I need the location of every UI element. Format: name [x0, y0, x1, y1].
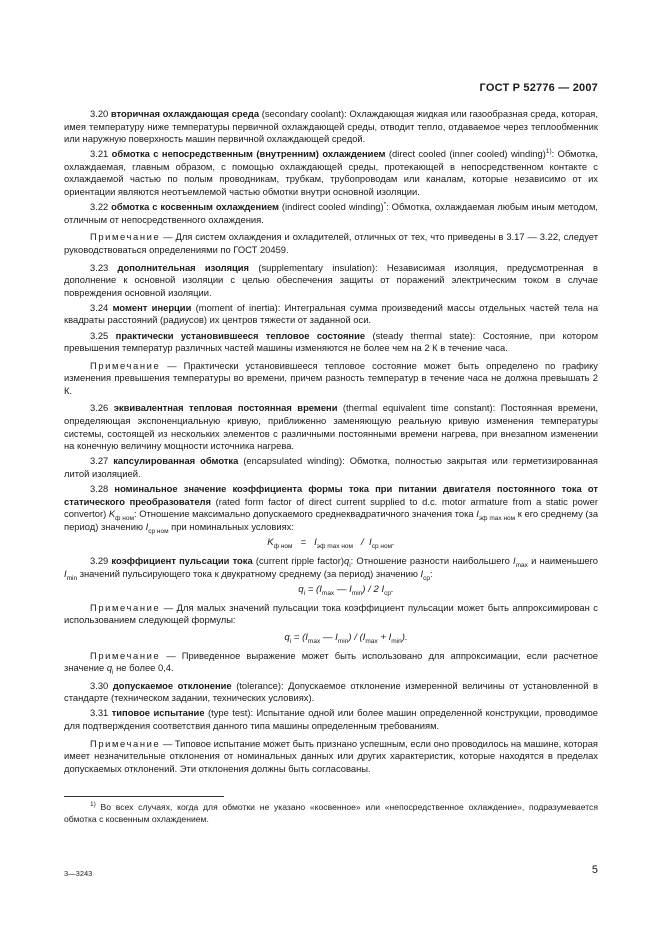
definition: при номинальных условиях: — [171, 520, 294, 532]
symbol: K — [108, 508, 116, 520]
term-english: (thermal equivalent time constant): — [342, 402, 496, 414]
footnote-text: Во всех случаях, когда для обмотки не указано «косвенное» или «непосредственное охлаждение», подразумевается обмотка с косвенным охлаждением. — [64, 802, 598, 824]
formula-subscript: i — [289, 637, 292, 645]
formula-symbol: q — [298, 584, 304, 596]
note-label: Примечание — [90, 649, 161, 661]
symbol-subscript: i — [112, 669, 114, 677]
formula-symbol: I — [314, 537, 317, 549]
formula-wrap — [284, 632, 407, 645]
clause-3-25 — [64, 330, 598, 355]
formula-subscript: эф max ном — [316, 543, 354, 551]
formula-symbol: I — [381, 584, 385, 596]
formula-ripple-approx — [64, 632, 598, 645]
note-text: — Типовое испытание может быть признано успешным, если оно проводилось на машине, которая имеет незначительные отклонения от номинальных данных или других характеристик, которые находятся в пределах допускаемых отклонений. Эти отклонения должны быть согласованы. — [64, 737, 598, 774]
term: эквивалентная тепловая постоянная времени — [113, 402, 338, 414]
formula-symbol: I — [349, 584, 352, 596]
formula-punct: . — [391, 584, 394, 596]
formula-subscript: ф ном — [273, 543, 293, 551]
clause-number: 3.24 — [90, 301, 109, 313]
formula-wrap — [298, 584, 393, 597]
formula-subscript: i — [303, 590, 306, 598]
footnote-mark: 1) — [90, 801, 96, 809]
note-label: Примечание — [90, 231, 161, 243]
formula-subscript: min — [351, 590, 363, 598]
term: допускаемое отклонение — [112, 679, 232, 691]
term: момент инерции — [112, 301, 192, 313]
term: коэффициент пульсации тока — [111, 555, 253, 566]
note-text: не более 0,4. — [116, 662, 174, 674]
formula-form-factor — [64, 537, 598, 550]
definition: значений пульсирующего тока к двукратному среднему (за период) значению — [79, 567, 418, 579]
note-small-ripple — [64, 602, 598, 627]
formula-punct: . — [392, 537, 395, 549]
definition: Охлаждающая жидкая или газообразная среда, которая, имея температуру ниже температуры первичной охлаждающей среды, отводит тепло, отдаваемое через теплообменник или наружную поверхность машин первичной охлаждающей средой. — [64, 108, 598, 145]
symbol: I — [476, 508, 479, 520]
term-english: (indirect cooled winding) — [281, 201, 384, 213]
clause-number: 3.27 — [90, 455, 109, 467]
term-english: (secondary coolant): — [261, 108, 347, 119]
clause-3-20 — [64, 108, 598, 146]
formula-subscript: ср ном — [371, 543, 393, 551]
formula-symbol: I — [319, 584, 322, 596]
note-approximation — [64, 650, 598, 675]
term: дополнительная изоляция — [117, 261, 250, 273]
formula-operator: = ( — [305, 584, 320, 596]
clause-number: 3.30 — [90, 679, 109, 691]
term: практически установившееся тепловое состояние — [115, 329, 366, 341]
formula-ripple-factor — [64, 584, 598, 597]
clause-3-22 — [64, 201, 598, 226]
note-text: — Приведенное выражение может быть использовано для аппроксимации, если расчетное значение — [64, 649, 598, 674]
definition: : Обмотка, охлаждаемая, главным образом, с помощью охлаждающей среды, протекающей в непосредственном контакте с охлаждаемой частью по полым проводникам, трубкам, трубопроводам или каналам, которые независимо от их ориентации являются неотъемлемой частью обмотки внутри основной изоляции. — [64, 148, 599, 198]
note-text: — Практически установившееся тепловое состояние может быть определено по графику изменения превышения температуры во времени, причем разность температур в течение часа не должна превышать 2 К. — [64, 359, 598, 396]
clause-3-29 — [64, 555, 598, 580]
term: капсулированная обмотка — [113, 455, 239, 467]
formula-subscript: max — [307, 637, 321, 645]
symbol-subscript: max — [515, 561, 528, 569]
symbol-subscript: i — [349, 561, 351, 569]
definition: и наименьшего — [531, 555, 599, 566]
symbol: I — [420, 567, 424, 579]
term-english: (steady thermal state): — [372, 329, 476, 341]
formula-operator: — — [334, 584, 350, 596]
clause-number: 3.25 — [90, 329, 109, 341]
term-english: (tolerance): — [236, 679, 284, 691]
note-steady-state — [64, 360, 598, 398]
definition: : Отношение разности наибольшего — [350, 555, 510, 566]
symbol: q — [343, 555, 350, 566]
note-cooling-systems — [64, 231, 598, 256]
term: вторичная охлаждающая среда — [110, 108, 260, 119]
term-english: (encapsulated winding): — [243, 455, 345, 467]
definition: Интегральная сумма произведений массы отдельных частей тела на квадраты расстояний (радиусов) их центров тяжести от заданной оси. — [64, 301, 599, 326]
term-english: (supplementary insulation): — [258, 261, 378, 273]
clause-3-26 — [64, 402, 598, 452]
clause-number: 3.21 — [90, 148, 109, 160]
formula-symbol: q — [284, 631, 290, 643]
definition: : Отношение максимально допускаемого среднеквадратичного значения тока — [133, 508, 474, 520]
clause-number: 3.31 — [90, 707, 109, 719]
formula-operator: / — [361, 537, 364, 549]
symbol: q — [106, 662, 113, 674]
term-english: (direct cooled (inner cooled) winding) — [388, 148, 546, 160]
note-type-test — [64, 738, 598, 776]
note-label: Примечание — [90, 359, 161, 371]
note-label: Примечание — [90, 737, 161, 749]
clause-number: 3.26 — [90, 402, 109, 414]
symbol-subscript: ср ном — [148, 527, 169, 535]
clause-number: 3.22 — [90, 201, 109, 213]
formula-operator: = — [300, 537, 307, 549]
clause-3-30 — [64, 680, 598, 705]
formula-operator: = ( — [291, 631, 306, 643]
symbol-subscript: ф ном — [115, 515, 134, 523]
note-text: — Для систем охлаждения и охладителей, отличных от тех, что приведены в 3.17 — 3.22, следует руководствоваться определениями по ГОСТ 20459. — [64, 231, 598, 255]
term-english: (type test): — [207, 707, 254, 719]
note-label: Примечание — [90, 601, 161, 613]
formula-operator: — — [320, 631, 336, 643]
definition: Состояние, при котором превышения температур различных частей машины изменяются не более чем на 2 К в течение часа. — [64, 329, 599, 354]
definition: Независимая изоляция, предусмотренная в дополнение к основной изоляции с целью обеспечения защиты от поражений электрическим током в случае повреждения основной изоляции. — [64, 261, 599, 298]
symbol-subscript: ср — [423, 574, 430, 582]
term: обмотка с непосредственным (внутренним) охлаждением — [111, 148, 386, 160]
term-english: (current ripple factor) — [255, 555, 344, 566]
document-body — [64, 108, 598, 780]
formula-symbol: I — [335, 631, 338, 643]
definition: к его среднему (за период) значению — [64, 508, 599, 532]
clause-3-27 — [64, 455, 598, 480]
symbol-subscript: min — [66, 574, 78, 582]
formula-subscript: max — [321, 590, 335, 598]
formula-symbol: I — [369, 537, 372, 549]
term: номинальное значение коэффициента формы тока при питании двигателя постоянного тока от статического преобразователя — [64, 483, 598, 507]
formula-subscript: min — [391, 637, 402, 645]
term: обмотка с косвенным охлаждением — [111, 201, 279, 213]
symbol: I — [145, 520, 149, 532]
formula-symbol: K — [267, 537, 274, 549]
clause-3-23 — [64, 262, 598, 300]
clause-3-24 — [64, 302, 598, 327]
clause-number: 3.23 — [90, 261, 109, 273]
print-code: 3—3243 — [64, 869, 93, 878]
footnote — [64, 801, 598, 825]
footnote-mark: 1) — [545, 148, 552, 156]
definition: : Обмотка, охлаждаемая любым иным методом, отличным от непосредственного охлаждения. — [64, 201, 598, 225]
formula-symbol: I — [362, 631, 366, 643]
formula-punct: ). — [401, 631, 408, 643]
symbol-subscript: эф max ном — [478, 515, 516, 523]
footnote-divider — [64, 796, 224, 797]
formula-symbol: I — [388, 631, 392, 643]
clause-number: 3.29 — [90, 555, 109, 566]
formula-symbol: I — [305, 631, 308, 643]
formula-operator: ) / ( — [348, 631, 363, 643]
term-english: (rated form factor of direct current supplied to d.c. motor armature from a static power convertor) — [64, 495, 598, 520]
symbol: I — [513, 555, 516, 566]
clause-number: 3.20 — [90, 108, 109, 119]
formula-operator: + — [377, 631, 389, 643]
asterisk-mark: * — [383, 201, 387, 209]
formula-subscript: max — [365, 637, 378, 645]
definition: Испытание одной или более машин определенной конструкции, проводимое для подтверждения соответствия данного типа машины определенным требованиям. — [64, 707, 598, 732]
definition: Допускаемое отклонение измеренной величины от установленной в стандарте (техническом задании, технических условиях). — [64, 679, 598, 704]
page-number: 5 — [591, 864, 598, 876]
clause-number: 3.28 — [90, 483, 109, 495]
definition: Обмотка, полностью закрытая или герметизированная литой изоляцией. — [64, 455, 598, 479]
clause-3-31 — [64, 707, 598, 732]
formula-operator: ) / 2 — [362, 584, 382, 596]
clause-3-28 — [64, 483, 598, 533]
standard-designation: ГОСТ Р 52776 — 2007 — [479, 82, 598, 94]
symbol: I — [64, 567, 67, 579]
term: типовое испытание — [111, 707, 205, 719]
definition: : — [430, 567, 433, 579]
clause-3-21 — [64, 148, 598, 198]
term-english: (moment of inertia): — [195, 301, 281, 313]
formula-subscript: min — [337, 637, 349, 645]
formula-subscript: ср — [384, 590, 392, 598]
definition: Постоянная времени, определяющая экспоненциальную кривую, приближенно заменяющую реальную кривую изменения температуры системы, состоящей из нескольких элементов с различными постоянными времени нагрева, при внезапном изменении на конечную величину мощности источника нагрева. — [64, 402, 598, 452]
note-text: — Для малых значений пульсации тока коэффициент пульсации может быть аппроксимирован с использованием следующей формулы: — [64, 601, 598, 626]
